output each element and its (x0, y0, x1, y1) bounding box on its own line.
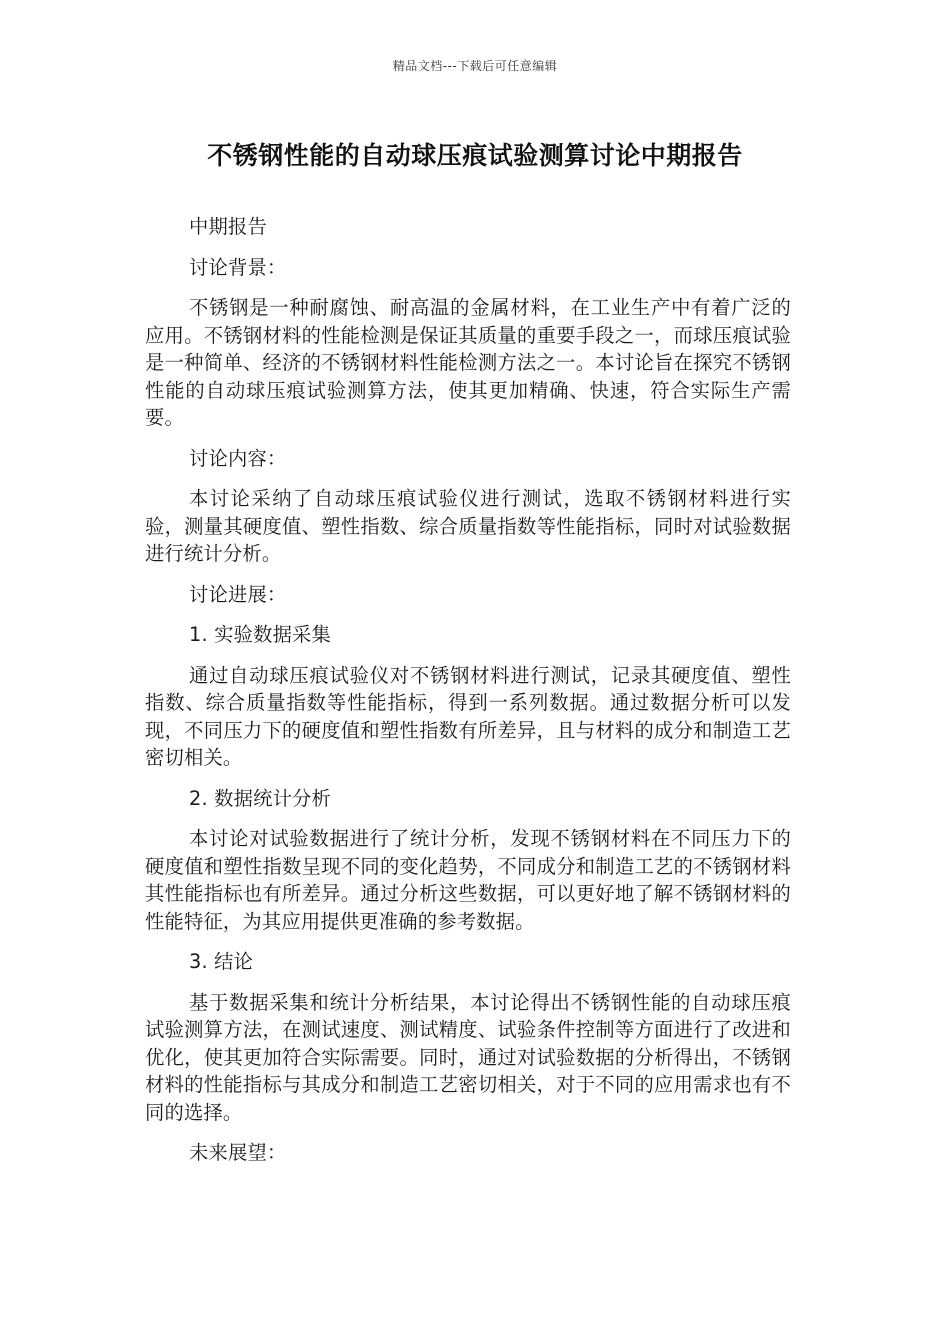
heading-background: 讨论背景： (189, 255, 287, 279)
paragraph-report-label: 中期报告 (189, 215, 267, 238)
paragraph-content: 本讨论采纳了自动球压痕试验仪进行测试，选取不锈钢材料进行实验，测量其硬度值、塑性指数、综合质量指数等性能指标，同时对试验数据进行统计分析。 (145, 487, 791, 565)
paragraph-background: 不锈钢是一种耐腐蚀、耐高温的金属材料，在工业生产中有着广泛的应用。不锈钢材料的性能检测是保证其质量的重要手段之一，而球压痕试验是一种简单、经济的不锈钢材料性能检测方法之一。本讨论旨在探究不锈钢性能的自动球压痕试验测算方法，使其更加精确、快速，符合实际生产需要。 (145, 296, 791, 429)
subheading-conclusion: 3. 结论 (189, 950, 254, 973)
document-body (145, 213, 791, 1180)
paragraph-data-collection: 通过自动球压痕试验仪对不锈钢材料进行测试，记录其硬度值、塑性指数、综合质量指数等性能指标，得到一系列数据。通过数据分析可以发现，不同压力下的硬度值和塑性指数有所差异，且与材料的成分和制造工艺密切相关。 (145, 663, 791, 769)
heading-outlook: 未来展望： (189, 1141, 287, 1164)
subheading-data-collection: 1. 实验数据采集 (189, 623, 332, 646)
page-header: 精品文档---下载后可任意编辑 (392, 59, 558, 73)
paragraph-conclusion: 基于数据采集和统计分析结果，本讨论得出不锈钢性能的自动球压痕试验测算方法，在测试速度、测试精度、试验条件控制等方面进行了改进和优化，使其更加符合实际需要。同时，通过对试验数据的分析得出，不锈钢材料的性能指标与其成分和制造工艺密切相关，对于不同的应用需求也有不同的选择。 (145, 990, 791, 1124)
heading-content: 讨论内容： (189, 446, 287, 470)
paragraph-statistical-analysis: 本讨论对试验数据进行了统计分析，发现不锈钢材料在不同压力下的硬度值和塑性指数呈现不同的变化趋势，不同成分和制造工艺的不锈钢材料其性能指标也有所差异。通过分析这些数据，可以更好地了解不锈钢材料的性能特征，为其应用提供更准确的参考数据。 (145, 827, 791, 933)
heading-progress: 讨论进展： (189, 582, 287, 606)
subheading-statistical-analysis: 2. 数据统计分析 (189, 786, 332, 810)
document-title: 不锈钢性能的自动球压痕试验测算讨论中期报告 (207, 141, 743, 170)
